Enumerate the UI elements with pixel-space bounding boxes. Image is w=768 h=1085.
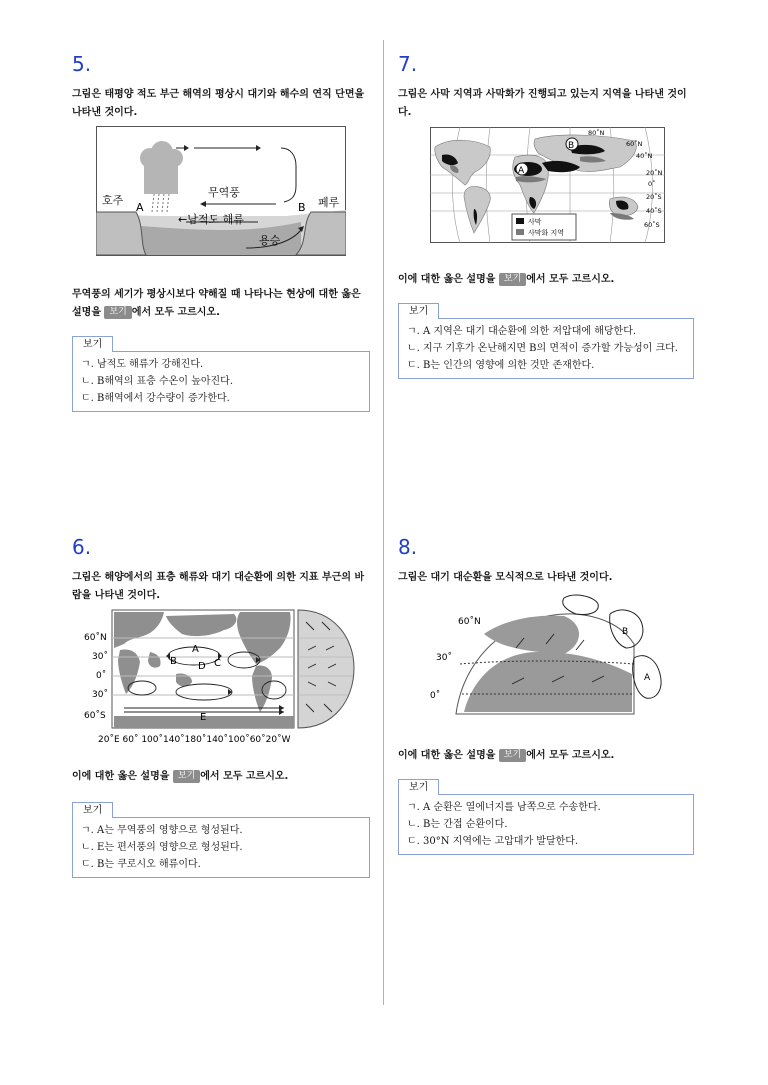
- question-5-ask: [72, 286, 372, 322]
- bogi-chip: 보기: [499, 749, 526, 762]
- bogi-item: ㄱ. A 순환은 열에너지를 남쪽으로 수송한다.: [407, 802, 601, 813]
- legend-desert: 사막: [528, 218, 542, 226]
- question-stem: 그림은 태평양 적도 부근 해역의 평상시 대기와 해수의 연직 단면을 나타낸 것이다.: [72, 89, 365, 118]
- lat-label: 0˚: [430, 691, 441, 701]
- column-divider: [383, 40, 384, 1005]
- bogi-item: ㄱ. 남적도 해류가 강해진다.: [81, 359, 204, 370]
- ask-suffix: 에서 모두 고르시오.: [131, 307, 220, 318]
- label-point-a: A: [518, 166, 525, 176]
- question-6-bogi: [72, 797, 370, 878]
- bogi-item: ㄱ. A 지역은 대기 대순환에 의한 저압대에 해당한다.: [407, 326, 637, 337]
- label-point-c: C: [214, 658, 221, 669]
- lat-label: 60˚N: [84, 633, 107, 643]
- lat-label: 40˚S: [646, 207, 662, 215]
- lat-label: 60˚S: [84, 711, 106, 721]
- lat-label: 60˚S: [644, 221, 660, 229]
- label-trade-wind: 무역풍: [208, 186, 240, 199]
- question-6-ask: [72, 768, 372, 786]
- label-point-a: A: [136, 201, 144, 214]
- question-8-bogi: [398, 774, 694, 855]
- lat-label: 60˚N: [626, 140, 643, 148]
- lat-label: 0˚: [96, 671, 107, 681]
- question-number: 8.: [398, 535, 418, 559]
- figure-ocean-cross-section: [96, 126, 346, 260]
- lat-label: 20˚N: [646, 169, 663, 177]
- question-8: [398, 535, 698, 587]
- bogi-item: ㄱ. A는 무역풍의 영향으로 형성된다.: [81, 825, 243, 836]
- bogi-item: ㄴ. E는 편서풍의 영향으로 형성된다.: [81, 842, 243, 853]
- bogi-chip: 보기: [104, 306, 131, 319]
- ask-text: 이에 대한 옳은 설명을: [398, 274, 499, 285]
- label-point-b: B: [170, 656, 177, 667]
- label-point-a: A: [644, 673, 651, 683]
- lat-label: 60˚N: [458, 617, 481, 627]
- lat-label: 30˚: [92, 690, 108, 700]
- question-number: 7.: [398, 52, 418, 76]
- question-5-bogi: [72, 331, 370, 412]
- lon-labels: 20˚E 60˚ 100˚140˚180˚140˚100˚60˚20˚W: [98, 735, 291, 745]
- lat-label: 20˚S: [646, 193, 662, 201]
- bogi-chip: 보기: [499, 273, 526, 286]
- bogi-label: 보기: [398, 779, 439, 795]
- bogi-item: ㄴ. B는 간접 순환이다.: [407, 819, 508, 830]
- legend-desertification: 사막화 지역: [528, 229, 565, 237]
- lat-label: 30˚: [92, 652, 108, 662]
- question-8-ask: [398, 747, 698, 765]
- question-stem: 그림은 사막 지역과 사막화가 진행되고 있는지 지역을 나타낸 것이다.: [398, 89, 687, 118]
- question-number: 5.: [72, 52, 92, 76]
- question-stem: 그림은 해양에서의 표층 해류와 대기 대순환에 의한 지표 부근의 바람을 나타낸 것이다.: [72, 572, 365, 601]
- bogi-box: [398, 794, 694, 855]
- question-7: [398, 52, 698, 122]
- label-current: ←남적도 해류: [178, 213, 244, 226]
- lat-label: 80˚N: [588, 129, 605, 137]
- question-7-bogi: [398, 298, 694, 379]
- ask-text: 이에 대한 옳은 설명을: [72, 771, 173, 782]
- ask-text: 이에 대한 옳은 설명을: [398, 750, 499, 761]
- bogi-box: [398, 318, 694, 379]
- figure-ocean-currents: [84, 608, 370, 752]
- bogi-chip: 보기: [173, 770, 200, 783]
- figure-desert-map: [430, 127, 665, 247]
- bogi-item: ㄴ. B해역의 표층 수온이 높아진다.: [81, 376, 234, 387]
- bogi-label: 보기: [398, 303, 439, 319]
- label-point-d: D: [198, 661, 206, 672]
- bogi-item: ㄷ. B는 쿠로시오 해류이다.: [81, 859, 201, 870]
- label-point-b: B: [568, 141, 575, 151]
- bogi-box: [72, 351, 370, 412]
- label-point-e: E: [200, 712, 207, 723]
- bogi-item: ㄷ. 30°N 지역에는 고압대가 발달한다.: [407, 836, 579, 847]
- bogi-item: ㄴ. 지구 기후가 온난해지면 B의 면적이 증가할 가능성이 크다.: [407, 343, 678, 354]
- bogi-box: [72, 817, 370, 878]
- label-point-b: B: [622, 627, 629, 637]
- question-7-ask: [398, 271, 698, 289]
- lat-label: 30˚: [436, 653, 452, 663]
- label-australia: 호주: [102, 194, 124, 207]
- ask-suffix: 에서 모두 고르시오.: [200, 771, 289, 782]
- label-upwelling: 용승: [259, 234, 281, 247]
- label-peru: 페루: [318, 196, 340, 209]
- bogi-label: 보기: [72, 802, 113, 818]
- ask-suffix: 에서 모두 고르시오.: [526, 750, 615, 761]
- question-5: [72, 52, 372, 122]
- question-stem: 그림은 대기 대순환을 모식적으로 나타낸 것이다.: [398, 572, 613, 583]
- label-point-b: B: [298, 201, 306, 214]
- lat-label: 40˚N: [636, 152, 653, 160]
- bogi-item: ㄷ. B해역에서 강수량이 증가한다.: [81, 393, 230, 404]
- question-number: 6.: [72, 535, 92, 559]
- ask-text: 무역풍의 세기가 평상시보다 약해질 때 나타나는 현상에 대한 옳은 설명을: [72, 289, 361, 318]
- bogi-label: 보기: [72, 336, 113, 352]
- question-6: [72, 535, 372, 605]
- label-point-a: A: [192, 644, 199, 655]
- figure-general-circulation: [424, 594, 674, 734]
- lat-label: 0˚: [648, 180, 656, 188]
- bogi-item: ㄷ. B는 인간의 영향에 의한 것만 존재한다.: [407, 360, 595, 371]
- ask-suffix: 에서 모두 고르시오.: [526, 274, 615, 285]
